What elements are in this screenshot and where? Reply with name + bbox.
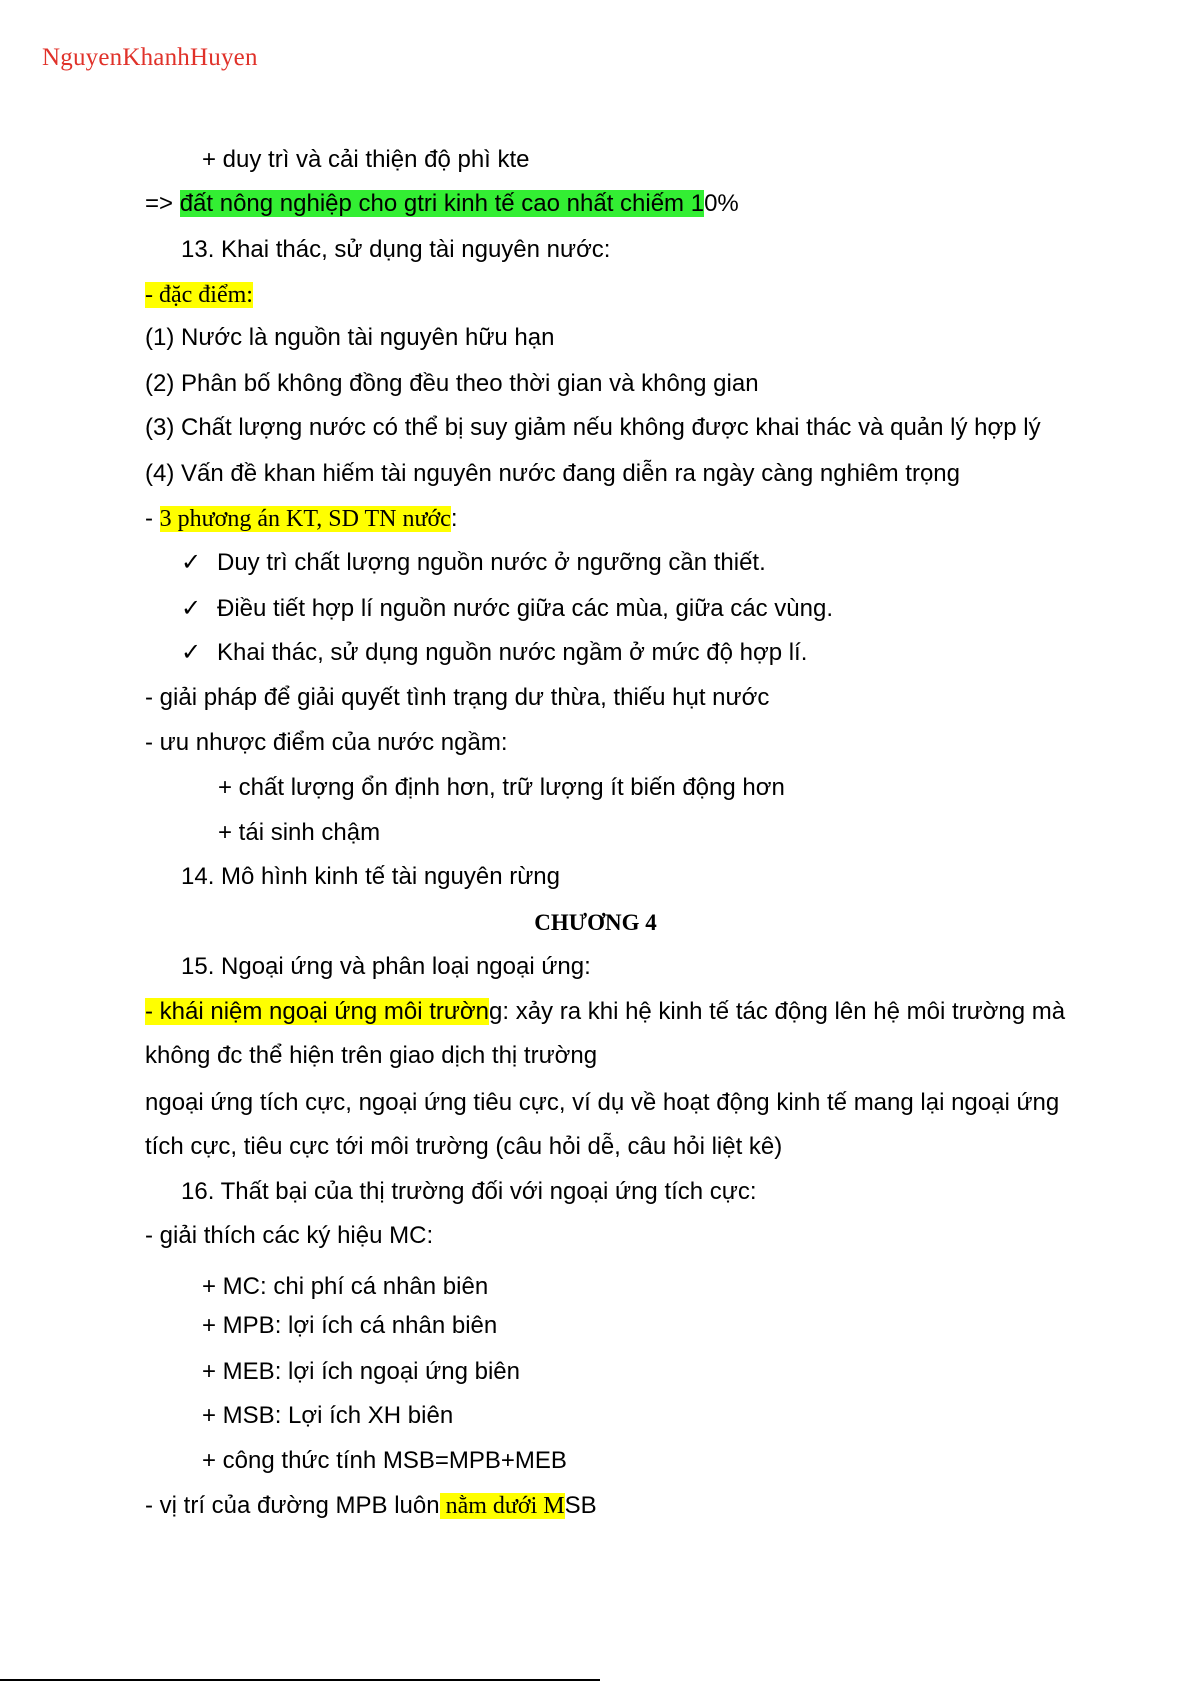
checklist-item (181, 548, 766, 578)
highlight-yellow: - đặc điểm: (145, 282, 253, 308)
check-icon: ✓ (181, 639, 202, 666)
text-line: + chất lượng ổn định hơn, trữ lượng ít biến động hơn (218, 774, 785, 801)
text-line-suffix: SB (564, 1492, 597, 1519)
text-line: tích cực, tiêu cực tới môi trường (câu hỏi dễ, câu hỏi liệt kê) (145, 1133, 783, 1160)
checklist-item-label: Khai thác, sử dụng nguồn nước ngầm ở mức độ hợp lí. (217, 639, 808, 666)
text-line: + MSB: Lợi ích XH biên (202, 1402, 454, 1429)
section-title: 13. Khai thác, sử dụng tài nguyên nước: (181, 236, 611, 263)
text-line: (2) Phân bố không đồng đều theo thời gian và không gian (145, 370, 759, 397)
check-icon: ✓ (181, 549, 202, 576)
footer-divider (0, 1679, 600, 1681)
text-line: (1) Nước là nguồn tài nguyên hữu hạn (145, 324, 555, 351)
text-line-suffix: : (450, 505, 458, 532)
text-line: + tái sinh chậm (218, 819, 381, 846)
highlight-green: đất nông nghiệp cho gtri kinh tế cao nhất chiếm 1 (179, 190, 705, 217)
text-line-prefix: - vị trí của đường MPB luôn (145, 1492, 440, 1519)
text-line: - giải pháp để giải quyết tình trạng dư thừa, thiếu hụt nước (145, 684, 770, 711)
text-line: (3) Chất lượng nước có thể bị suy giảm nếu không được khai thác và quản lý hợp lý (145, 414, 1041, 441)
text-line-suffix: 0% (704, 190, 739, 217)
highlight-yellow: - khái niệm ngoại ứng môi trườn (145, 998, 490, 1025)
checklist-item-label: Duy trì chất lượng nguồn nước ở ngưỡng cần thiết. (217, 549, 766, 576)
text-line-prefix: => (145, 190, 180, 217)
highlight-yellow: nằm dưới M (439, 1493, 565, 1519)
text-line: + MEB: lợi ích ngoại ứng biên (202, 1358, 520, 1385)
checklist-item (181, 638, 807, 668)
text-line-suffix: g: xảy ra khi hệ kinh tế tác động lên hệ môi trường mà (489, 998, 1066, 1025)
text-line (145, 504, 458, 534)
text-line: + công thức tính MSB=MPB+MEB (202, 1447, 567, 1474)
checklist-item (181, 594, 833, 624)
text-line: ngoại ứng tích cực, ngoại ứng tiêu cực, ví dụ về hoạt động kinh tế mang lại ngoại ứng (145, 1089, 1060, 1116)
text-line: + MC: chi phí cá nhân biên (202, 1273, 489, 1300)
text-line: + duy trì và cải thiện độ phì kte (202, 146, 530, 173)
check-icon: ✓ (181, 595, 202, 622)
text-line: - ưu nhược điểm của nước ngầm: (145, 729, 508, 756)
checklist-item-label: Điều tiết hợp lí nguồn nước giữa các mùa, giữa các vùng. (217, 595, 833, 622)
text-line: (4) Vấn đề khan hiếm tài nguyên nước đang diễn ra ngày càng nghiêm trọng (145, 460, 960, 487)
highlight-yellow: 3 phương án KT, SD TN nước (159, 506, 451, 532)
text-line: - giải thích các ký hiệu MC: (145, 1222, 434, 1249)
text-line: + MPB: lợi ích cá nhân biên (202, 1312, 498, 1339)
section-title: 16. Thất bại của thị trường đối với ngoại ứng tích cực: (181, 1178, 757, 1205)
text-line (145, 280, 253, 310)
chapter-heading: CHƯƠNG 4 (534, 910, 657, 935)
watermark: NguyenKhanhHuyen (42, 44, 258, 71)
text-line (145, 997, 1065, 1027)
text-line (145, 189, 739, 219)
text-line-prefix: - (145, 505, 160, 532)
text-line: không đc thể hiện trên giao dịch thị trường (145, 1042, 598, 1069)
text-line (145, 1491, 597, 1521)
section-title: 14. Mô hình kinh tế tài nguyên rừng (181, 863, 560, 890)
section-title: 15. Ngoại ứng và phân loại ngoại ứng: (181, 953, 591, 980)
